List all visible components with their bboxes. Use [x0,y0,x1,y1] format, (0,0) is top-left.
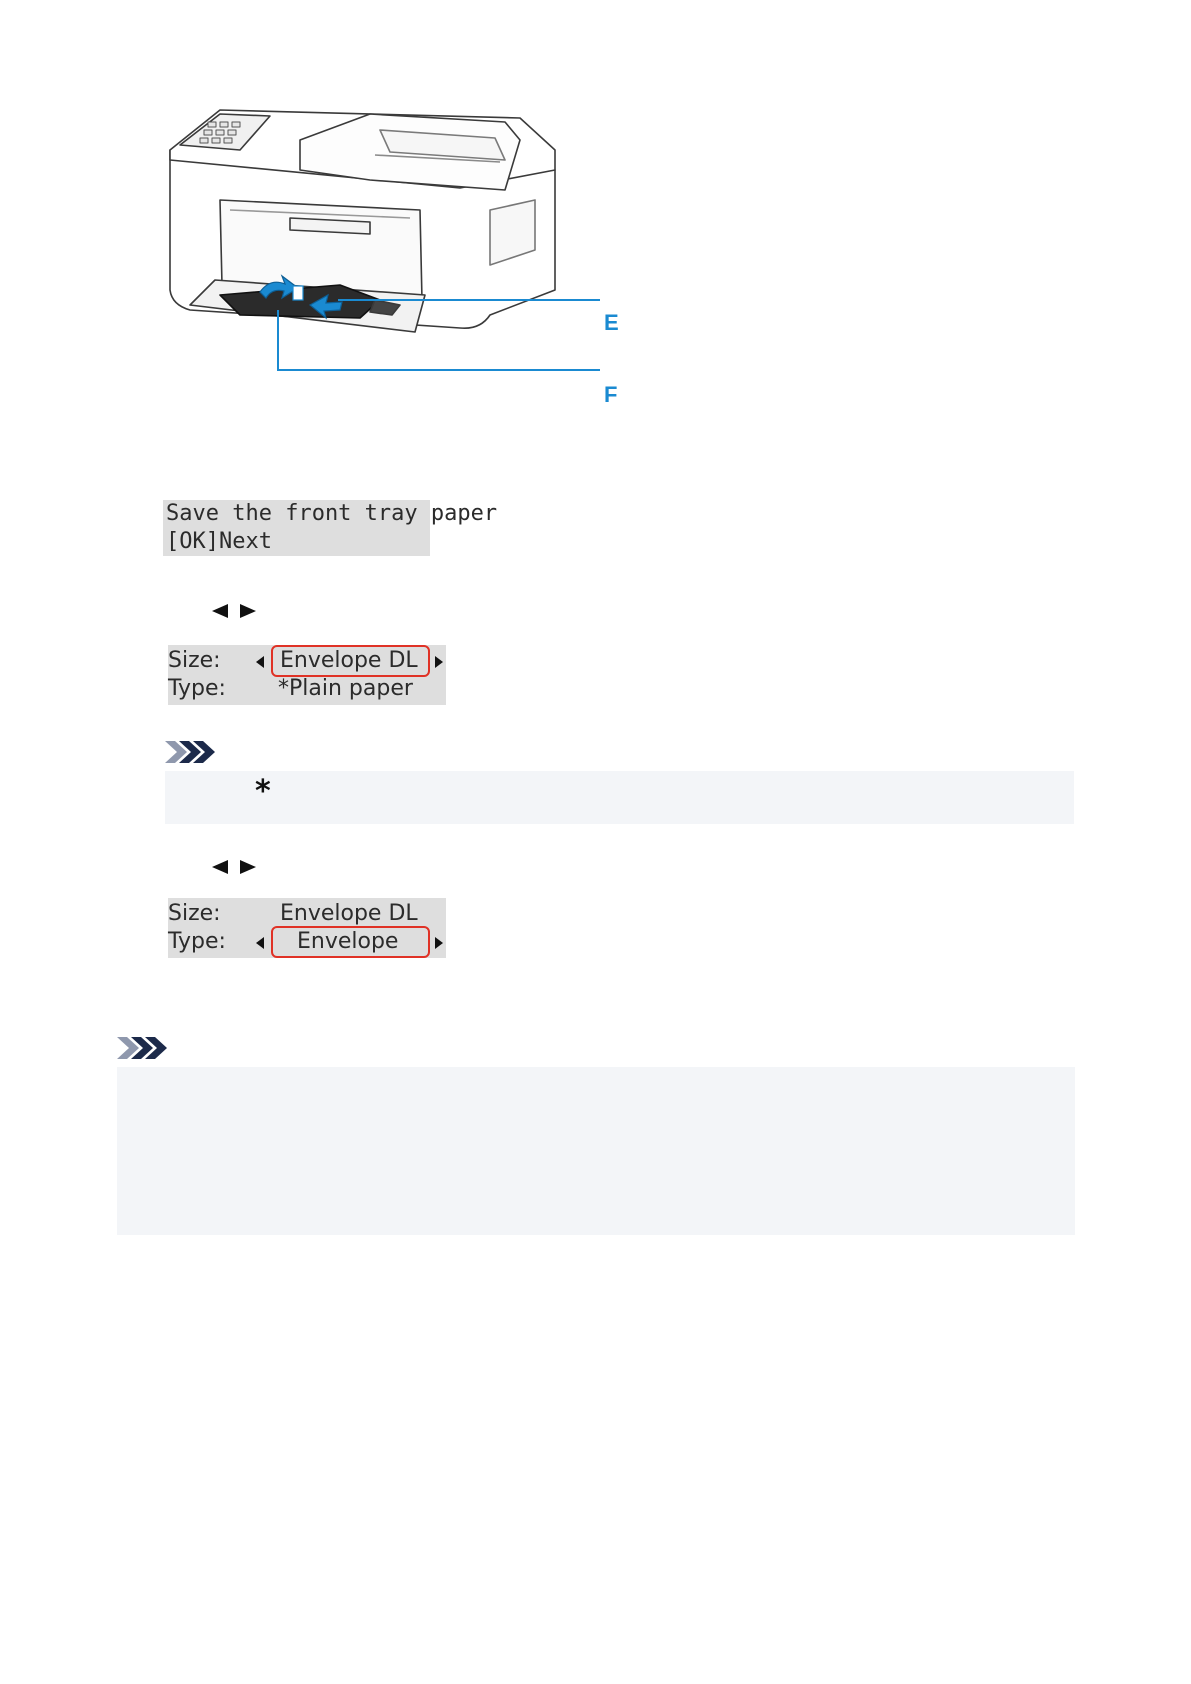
lcd-type-row [168,675,446,703]
left-triangle-icon [212,604,228,618]
right-triangle-icon [435,937,443,949]
callout-e-label: E [604,310,619,335]
double-chevron-icon [117,1037,169,1059]
left-right-arrow-keys-2 [208,857,264,877]
selection-highlight [271,645,430,677]
right-triangle-icon [240,604,256,618]
type-value: *Plain paper [278,676,413,701]
lcd-save-screen [163,500,498,556]
note-box-asterisk [165,771,1074,824]
asterisk-symbol: * [255,774,271,809]
lcd-size-row [168,900,446,928]
printer-illustration [160,100,630,420]
type-key: Type: [168,929,226,954]
double-chevron-icon [165,741,217,763]
size-key: Size: [168,648,221,673]
selection-highlight [271,926,430,958]
lcd-save-line1: Save the front tray paper [166,501,498,526]
right-triangle-icon [240,860,256,874]
type-key: Type: [168,676,226,701]
lcd-type-screen [168,898,446,958]
left-triangle-icon [212,860,228,874]
lcd-size-screen [168,645,446,705]
type-value: Envelope [297,929,399,954]
note-box-general [117,1067,1075,1235]
size-key: Size: [168,901,221,926]
left-triangle-icon [256,937,264,949]
size-value: Envelope DL [280,648,418,673]
lcd-save-line2: [OK]Next [166,529,272,554]
left-triangle-icon [256,656,264,668]
callout-f-label: F [604,382,618,407]
left-right-arrow-keys [208,601,264,621]
size-value: Envelope DL [280,901,418,926]
right-triangle-icon [435,656,443,668]
